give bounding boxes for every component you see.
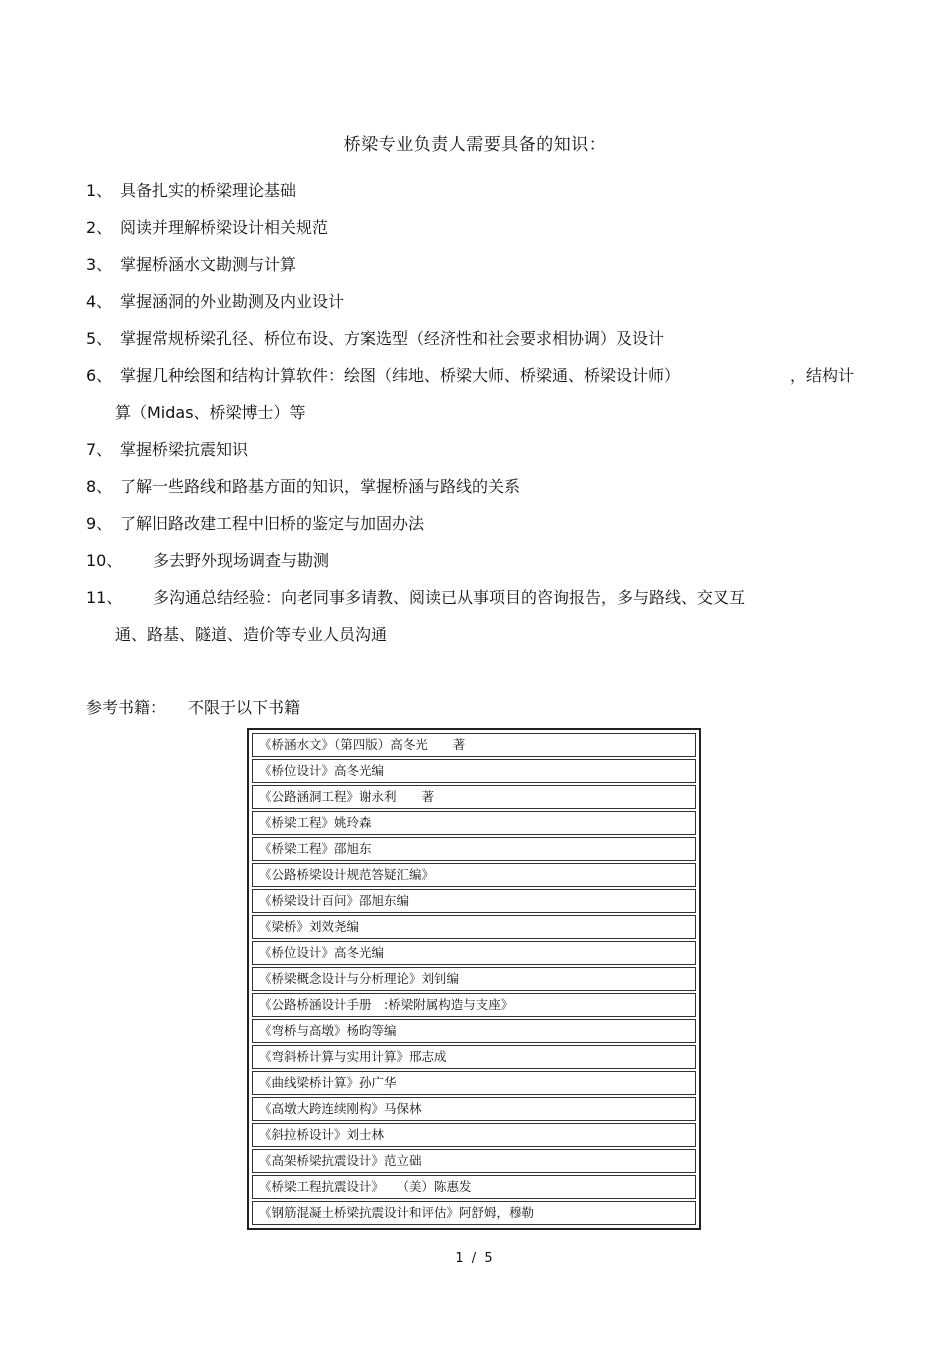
book-row: 《公路桥涵设计手册 :桥梁附属构造与支座》 [252, 993, 696, 1017]
item-number: 8、 [86, 477, 113, 496]
item-number: 7、 [86, 440, 113, 459]
book-row: 《桥梁工程》姚玲森 [252, 811, 696, 835]
book-row: 《斜拉桥设计》刘士林 [252, 1123, 696, 1147]
book-row: 《曲线梁桥计算》孙广华 [252, 1071, 696, 1095]
list-item [86, 468, 886, 505]
list-item [86, 209, 886, 246]
item-text: 掌握几种绘图和结构计算软件：绘图（纬地、桥梁大师、桥梁通、桥梁设计师） [120, 366, 681, 385]
book-row: 《高架桥梁抗震设计》范立础 [252, 1149, 696, 1173]
item-text: 掌握常规桥梁孔径、桥位布设、方案选型（经济性和社会要求相协调）及设计 [120, 329, 665, 348]
list-item [86, 431, 886, 468]
book-row: 《公路涵洞工程》谢永利 著 [252, 785, 696, 809]
item-number: 11、 [86, 588, 123, 607]
list-item [86, 320, 886, 357]
item-number: 5、 [86, 329, 113, 348]
item-number: 9、 [86, 514, 113, 533]
item-text: 多去野外现场调查与勘测 [153, 551, 330, 570]
book-row: 《桥梁工程》邵旭东 [252, 837, 696, 861]
list-item [86, 172, 886, 209]
item-text-tail: ，结构计 [790, 366, 855, 385]
book-row: 《公路桥梁设计规范答疑汇编》 [252, 863, 696, 887]
book-row: 《弯斜桥计算与实用计算》邢志成 [252, 1045, 696, 1069]
item-number: 10、 [86, 551, 123, 570]
list-item [86, 505, 886, 542]
book-row: 《弯桥与高墩》杨昀等编 [252, 1019, 696, 1043]
book-row: 《桥位设计》高冬光编 [252, 759, 696, 783]
references-note: 不限于以下书籍 [188, 698, 301, 717]
item-number: 3、 [86, 255, 113, 274]
item-text: 了解一些路线和路基方面的知识，掌握桥涵与路线的关系 [120, 477, 521, 496]
item-continuation: 算（Midas、桥梁博士）等 [115, 403, 306, 422]
book-row: 《桥梁概念设计与分析理论》刘钊编 [252, 967, 696, 991]
item-text: 掌握桥梁抗震知识 [120, 440, 249, 459]
list-item [86, 357, 886, 394]
book-row: 《高墩大跨连续刚构》马保林 [252, 1097, 696, 1121]
references-heading [86, 695, 300, 718]
item-number: 4、 [86, 292, 113, 311]
list-item [86, 246, 886, 283]
page-number: 1 / 5 [455, 1251, 495, 1266]
book-row: 《梁桥》刘效尧编 [252, 915, 696, 939]
list-item [86, 283, 886, 320]
item-continuation: 通、路基、隧道、造价等专业人员沟通 [115, 625, 388, 644]
item-text: 阅读并理解桥梁设计相关规范 [120, 218, 329, 237]
item-number: 1、 [86, 181, 113, 200]
item-text: 了解旧路改建工程中旧桥的鉴定与加固办法 [120, 514, 425, 533]
book-table [247, 728, 701, 1230]
list-item [86, 579, 886, 616]
knowledge-list [86, 172, 886, 653]
book-row: 《桥涵水文》（第四版）高冬光 著 [252, 733, 696, 757]
document-title: 桥梁专业负责人需要具备的知识： [343, 135, 607, 155]
references-label: 参考书籍： [86, 698, 167, 717]
book-row: 《钢筋混凝土桥梁抗震设计和评估》阿舒姆，穆勒 [252, 1201, 696, 1225]
book-row: 《桥梁工程抗震设计》 （美）陈惠发 [252, 1175, 696, 1199]
item-number: 6、 [86, 366, 113, 385]
item-text: 掌握桥涵水文勘测与计算 [120, 255, 297, 274]
book-row: 《桥梁设计百问》邵旭东编 [252, 889, 696, 913]
book-row: 《桥位设计》高冬光编 [252, 941, 696, 965]
item-text: 多沟通总结经验：向老同事多请教、阅读已从事项目的咨询报告，多与路线、交叉互 [153, 588, 746, 607]
item-text: 掌握涵洞的外业勘测及内业设计 [120, 292, 345, 311]
item-number: 2、 [86, 218, 113, 237]
item-text: 具备扎实的桥梁理论基础 [120, 181, 297, 200]
list-item [86, 542, 886, 579]
